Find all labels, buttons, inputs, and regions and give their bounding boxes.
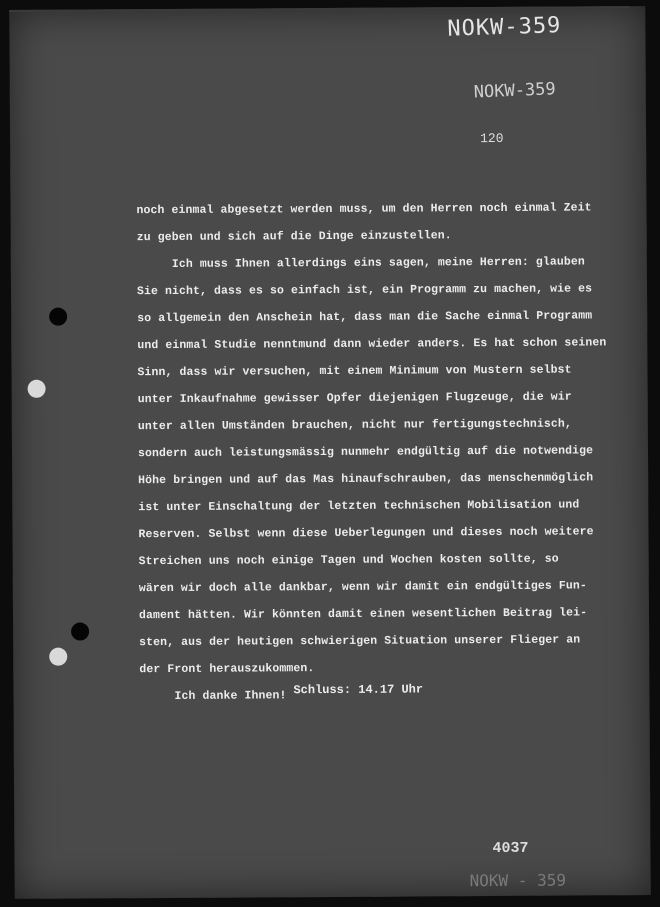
- body-line: unter allen Umständen brauchen, nicht nur fertigungstechnisch,: [137, 417, 572, 434]
- body-line: unter Inkaufnahme gewisser Opfer diejenigen Flugzeuge, die wir: [137, 390, 572, 407]
- archive-stamp-bottom: NOKW - 359: [469, 870, 567, 891]
- body-line: so allgemein den Anschein hat, dass man die Sache einmal Programm: [137, 309, 593, 326]
- body-line: Ich muss Ihnen allerdings eins sagen, meine Herren: glauben: [136, 255, 585, 272]
- body-line: zu geben und sich auf die Dinge einzustellen.: [136, 229, 452, 245]
- punch-hole-lower-light: [49, 648, 67, 666]
- body-line: sten, aus der heutigen schwierigen Situation unserer Flieger an: [139, 633, 581, 650]
- punch-hole-lower: [71, 622, 89, 640]
- body-line: Reserven. Selbst wenn diese Ueberlegungen und dieses noch weitere: [138, 525, 594, 542]
- body-line: Sinn, dass wir versuchen, mit einem Minimum von Mustern selbst: [137, 363, 572, 380]
- page-edge-shadow: [9, 6, 629, 12]
- typed-body-text: [136, 194, 629, 710]
- archive-stamp-secondary: NOKW-359: [473, 79, 557, 103]
- archive-stamp-top: NOKW-359: [447, 13, 562, 42]
- body-line: und einmal Studie nenntmund dann wieder anders. Es hat schon seinen: [137, 336, 607, 353]
- body-line: wären wir doch alle dankbar, wenn wir damit ein endgültiges Fun-: [138, 579, 587, 596]
- body-line: Sie nicht, dass es so einfach ist, ein Programm zu machen, wie es: [136, 282, 593, 299]
- punch-hole-upper-light: [28, 380, 46, 398]
- document-number: 4037: [492, 839, 529, 858]
- punch-hole-upper: [49, 308, 67, 326]
- body-line: Ich danke Ihnen!: [139, 689, 287, 704]
- body-line: Streichen uns noch einige Tagen und Wochen kosten sollte, so: [138, 552, 559, 569]
- body-line: der Front herauszukommen.: [139, 662, 315, 677]
- closing-time: Schluss: 14.17 Uhr: [293, 682, 424, 698]
- body-line: dament hätten. Wir könnten damit einen wesentlichen Beitrag lei-: [138, 606, 588, 623]
- body-line: noch einmal abgesetzt werden muss, um den Herren noch einmal Zeit: [136, 201, 592, 218]
- page-number: 120: [480, 130, 504, 147]
- body-line: Höhe bringen und auf das Mas hinaufschrauben, das menschenmöglich: [138, 471, 594, 488]
- document-page: [9, 6, 650, 899]
- body-line: sondern auch leistungsmässig nunmehr endgültig auf die notwendige: [137, 444, 594, 461]
- body-line: ist unter Einschaltung der letzten technischen Mobilisation und: [138, 498, 580, 515]
